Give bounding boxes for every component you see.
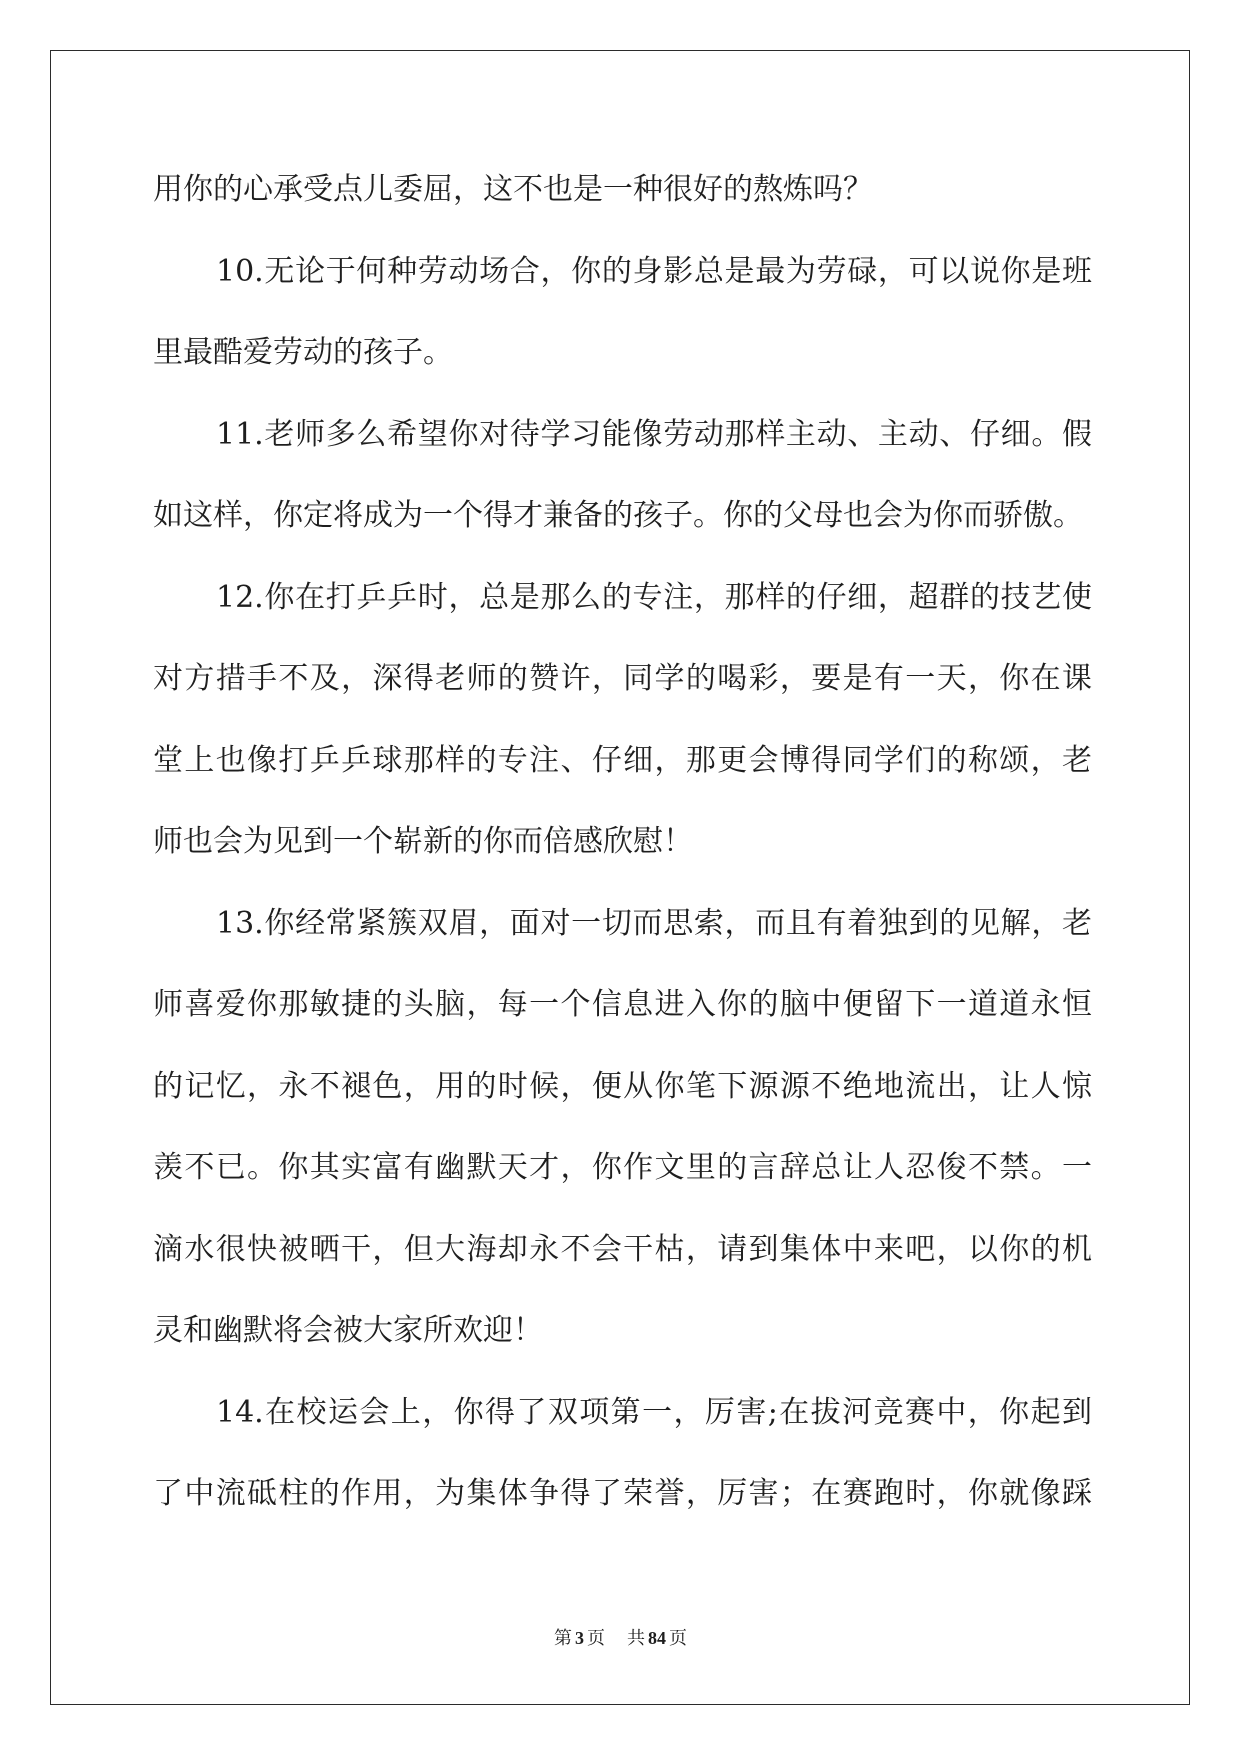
text-line: 滴水很快被晒干，但大海却永不会干枯，请到集体中来吧，以你的机 — [153, 1231, 1092, 1267]
text-line: 师喜爱你那敏捷的头脑，每一个信息进入你的脑中便留下一道道永恒 — [153, 987, 1092, 1022]
document-body — [0, 149, 1241, 1535]
text-line: 灵和幽默将会被大家所欢迎！ — [153, 1313, 543, 1348]
paragraph-start-line: 13.你经常紧簇双眉，面对一切而思索，而且有着独到的见解，老 — [216, 905, 1092, 941]
total-pages-prefix: 共 — [627, 1628, 645, 1649]
paragraph-start-line: 10.无论于何种劳动场合，你的身影总是最为劳碌，可以说你是班 — [216, 253, 1092, 289]
current-page-number: 3 — [575, 1628, 584, 1648]
text-line: 对方措手不及，深得老师的赞许，同学的喝彩，要是有一天，你在课 — [153, 661, 1092, 696]
page-footer — [0, 1624, 1241, 1653]
text-line: 里最酷爱劳动的孩子。 — [153, 335, 453, 370]
text-line: 堂上也像打乒乒球那样的专注、仔细，那更会博得同学们的称颂，老 — [153, 742, 1092, 778]
total-pages-suffix: 页 — [669, 1628, 687, 1649]
text-line: 羡不已。你其实富有幽默天才，你作文里的言辞总让人忍俊不禁。一 — [153, 1150, 1092, 1185]
text-line: 如这样，你定将成为一个得才兼备的孩子。你的父母也会为你而骄傲。 — [153, 498, 1083, 533]
text-line: 了中流砥柱的作用，为集体争得了荣誉，厉害；在赛跑时，你就像踩 — [153, 1476, 1092, 1511]
page-number-suffix: 页 — [587, 1628, 605, 1649]
text-line: 师也会为见到一个崭新的你而倍感欣慰！ — [153, 824, 693, 859]
paragraph-start-line: 12.你在打乒乒时，总是那么的专注，那样的仔细，超群的技艺使 — [216, 579, 1092, 615]
page-number-prefix: 第 — [554, 1628, 572, 1649]
text-line: 的记忆，永不褪色，用的时候，便从你笔下源源不绝地流出，让人惊 — [153, 1068, 1092, 1104]
total-pages-number: 84 — [648, 1628, 666, 1648]
paragraph-start-line: 14.在校运会上，你得了双项第一，厉害;在拔河竞赛中，你起到 — [216, 1394, 1092, 1430]
text-line: 用你的心承受点儿委屈，这不也是一种很好的熬炼吗？ — [153, 172, 873, 207]
paragraph-start-line: 11.老师多么希望你对待学习能像劳动那样主动、主动、仔细。假 — [216, 416, 1092, 452]
